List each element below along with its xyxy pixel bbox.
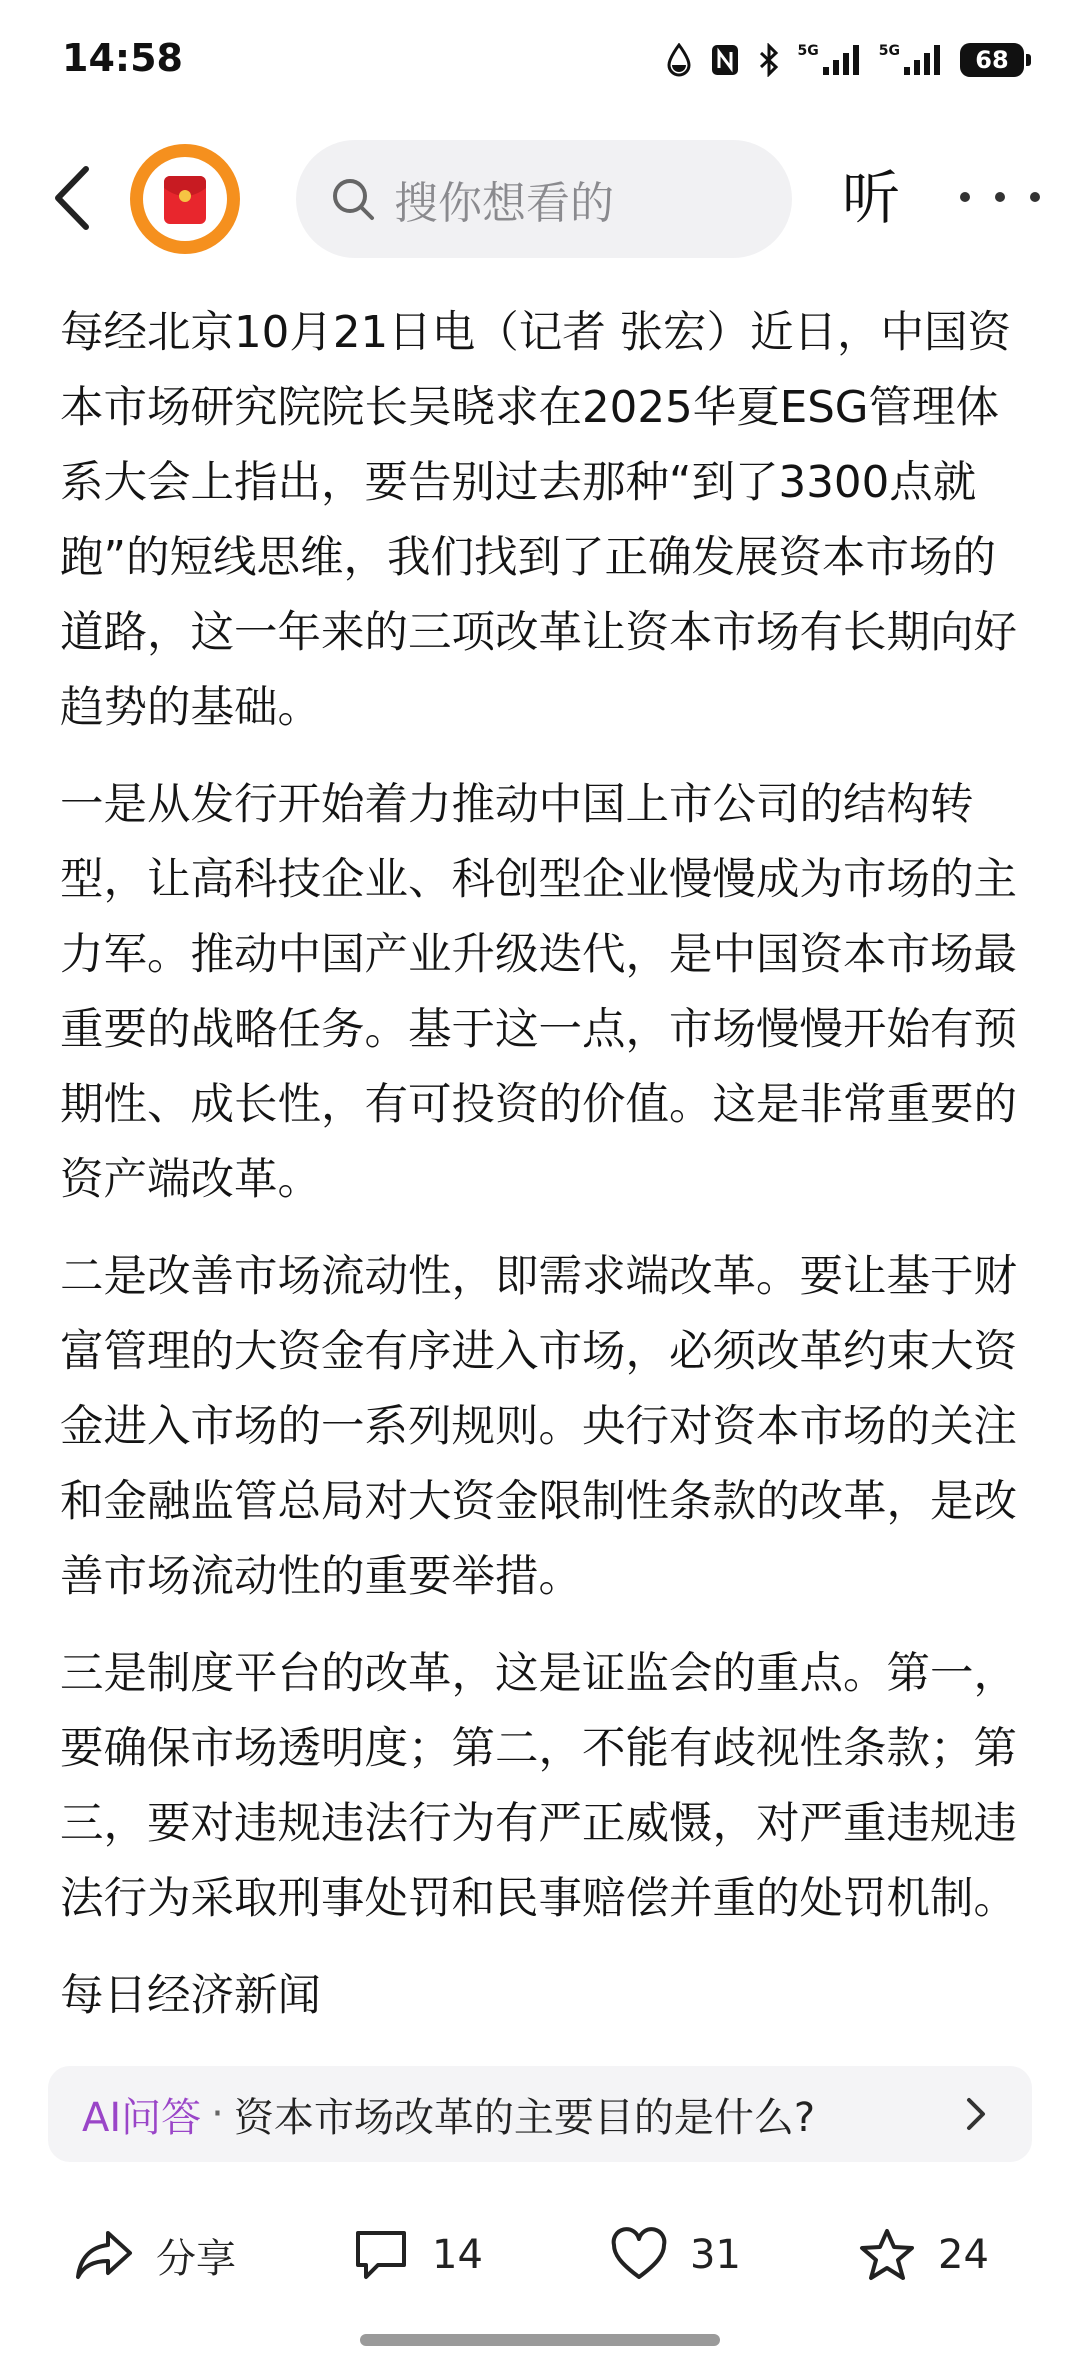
like-count: 31 <box>690 2232 741 2278</box>
star-icon <box>858 2227 916 2283</box>
share-button[interactable] <box>74 2200 236 2310</box>
status-bar <box>0 0 1080 120</box>
nfc-icon <box>710 43 740 77</box>
status-icons <box>666 38 1024 82</box>
publisher-avatar[interactable] <box>130 144 240 254</box>
status-time: 14:58 <box>62 36 183 80</box>
back-button[interactable] <box>44 162 100 234</box>
network-type-2: 5G <box>878 43 900 59</box>
article-paragraph: 三是制度平台的改革，这是证监会的重点。第一，要确保市场透明度；第二，不能有歧视性条款；第三，要对违规违法行为有严正威慑，对严重违规违法行为采取刑事处罚和民事赔偿并重的处罚机制。 <box>60 1649 1017 1924</box>
signal-icon <box>879 43 942 77</box>
search-icon <box>330 176 376 222</box>
article-paragraph: 一是从发行开始着力推动中国上市公司的结构转型，让高科技企业、科创型企业慢慢成为市场的主力军。推动中国产业升级迭代，是中国资本市场最重要的战略任务。基于这一点，市场慢慢开始有预期性、成长性，有可投资的价值。这是非常重要的资产端改革。 <box>60 780 1017 1205</box>
more-options-icon[interactable] <box>960 172 1040 222</box>
article-source: 每日经济新闻 <box>60 1971 321 2021</box>
share-label: 分享 <box>156 2235 236 2282</box>
ai-qa-label: AI问答 <box>82 2094 202 2141</box>
signal-icon <box>798 43 861 77</box>
home-indicator[interactable] <box>360 2334 720 2346</box>
ai-question-text: 资本市场改革的主要目的是什么? <box>233 2094 816 2141</box>
bottom-action-bar <box>0 2200 1080 2310</box>
favorite-button[interactable] <box>858 2200 989 2310</box>
bluetooth-icon <box>758 43 780 77</box>
red-envelope-icon <box>143 157 227 241</box>
article-paragraph: 二是改善市场流动性，即需求端改革。要让基于财富管理的大资金有序进入市场，必须改革约束大资金进入市场的一系列规则。央行对资本市场的关注和金融监管总局对大资金限制性条款的改革，是改善市场流动性的重要举措。 <box>60 1252 1017 1602</box>
comment-count: 14 <box>432 2232 483 2278</box>
battery-icon: 68 <box>960 43 1024 77</box>
ai-question-bar[interactable] <box>48 2066 1032 2162</box>
like-button[interactable] <box>610 2200 741 2310</box>
heart-icon <box>610 2227 668 2283</box>
listen-button[interactable]: 听 <box>842 164 901 232</box>
search-placeholder: 搜你想看的 <box>394 178 614 229</box>
comment-icon <box>352 2227 410 2283</box>
ai-separator: · <box>211 2091 224 2137</box>
top-navigation-bar <box>0 132 1080 264</box>
article-paragraph: 每经北京10月21日电（记者 张宏）近日，中国资本市场研究院院长吴晓求在2025华夏ESG管理体系大会上指出，要告别过去那种“到了3300点就跑”的短线思维，我们找到了正确发展资本市场的道路，这一年来的三项改革让资本市场有长期向好趋势的基础。 <box>60 308 1017 733</box>
comment-button[interactable] <box>352 2200 483 2310</box>
network-type-1: 5G <box>797 43 819 59</box>
share-icon <box>74 2227 134 2283</box>
article-body <box>60 296 1020 2056</box>
chevron-right-icon <box>956 2094 996 2134</box>
chevron-left-icon <box>52 165 92 231</box>
favorite-count: 24 <box>938 2232 989 2278</box>
water-drop-icon <box>666 43 692 77</box>
search-input[interactable] <box>296 140 792 258</box>
